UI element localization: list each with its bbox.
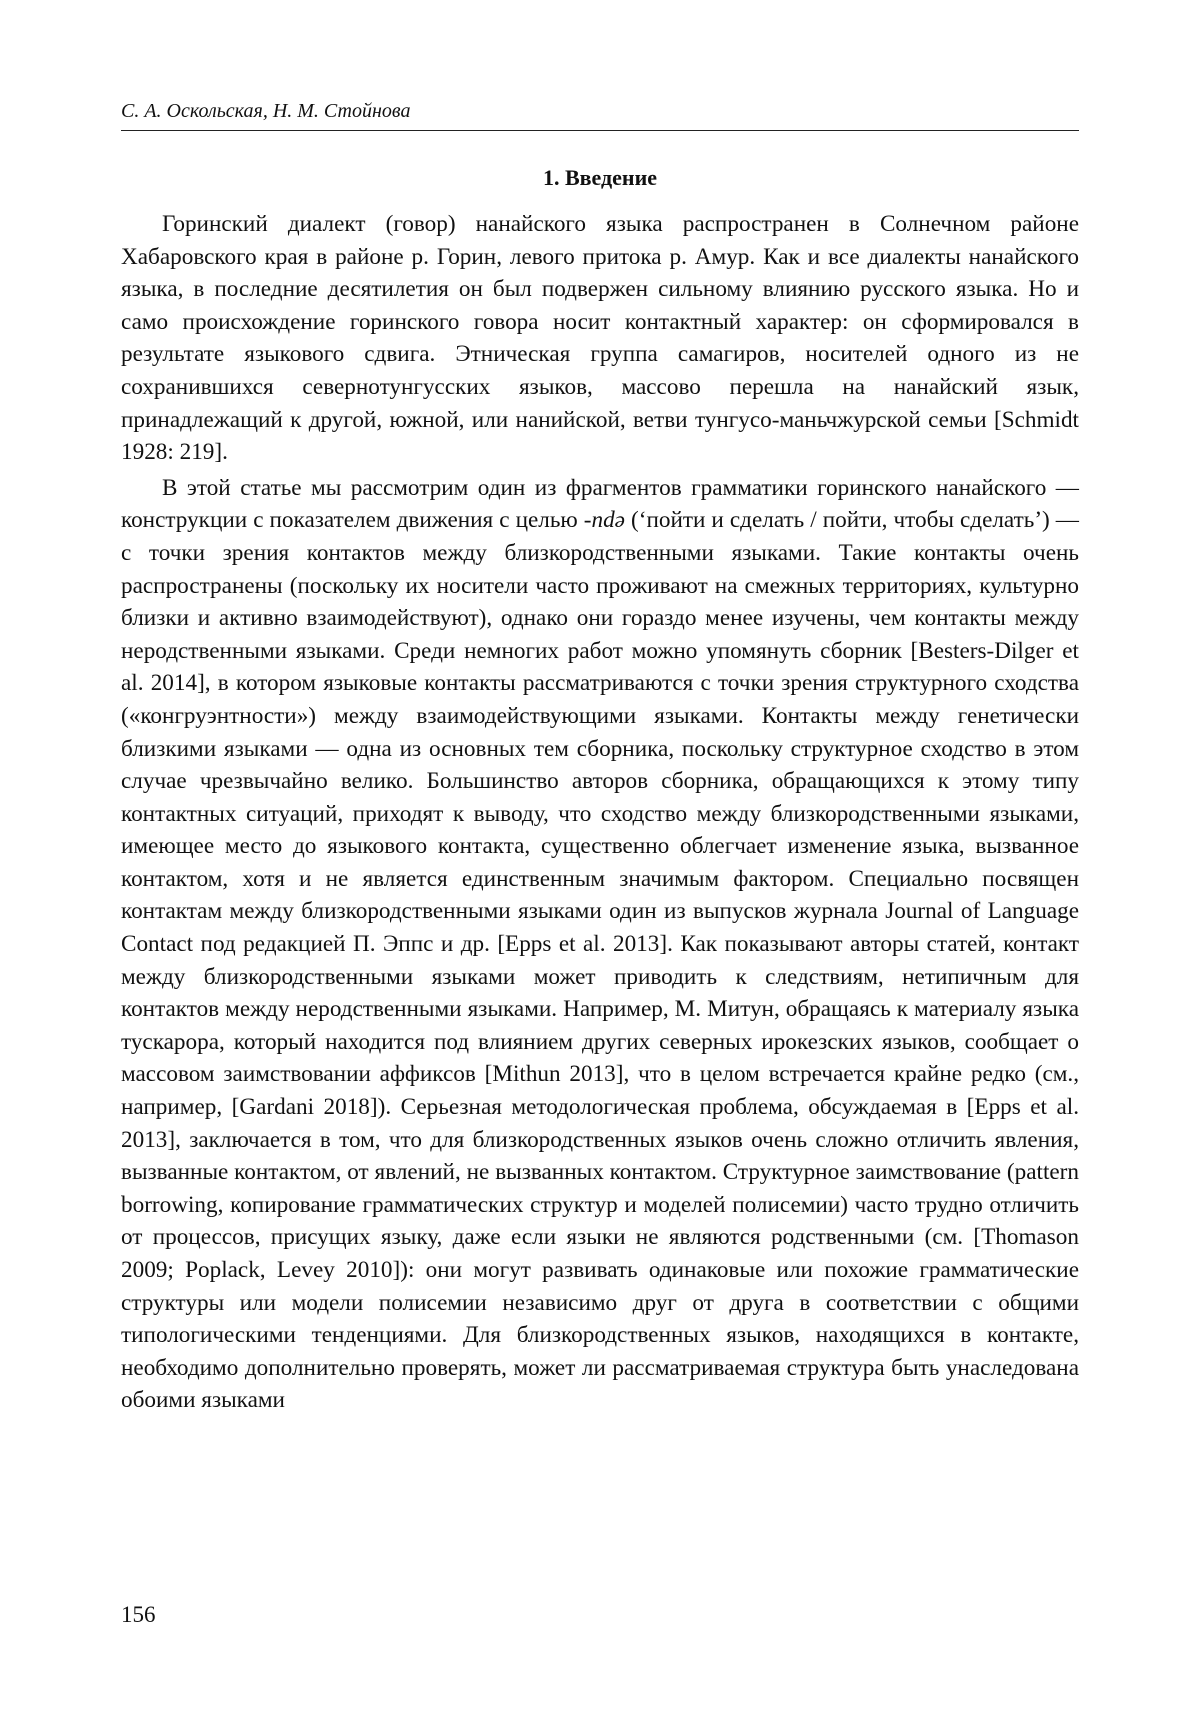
section-title: 1. Введение xyxy=(542,165,658,190)
paragraph-1: Горинский диалект (говор) нанайского языка распространен в Солнечном районе Хабаровского края в районе р. Горин, левого притока р. Амур. Как и все диалекты нанайского языка, в последние десятилетия он был подвержен сильному влиянию русского языка. Но и само происхождение горинского говора носит контактный характер: он сформировался в результате языкового сдвига. Этническая группа самагиров, носителей одного из не сохранившихся севернотунгусских языков, массово перешла на нанайский язык, принадлежащий к другой, южной, или нанийской, ветви тунгусо-маньчжурской семьи [Schmidt 1928: 219]. xyxy=(121,211,1079,466)
paragraph-2 xyxy=(121,472,1079,1417)
running-head: С. А. Оскольская, Н. М. Стойнова xyxy=(121,98,1079,131)
page-number: 156 xyxy=(121,1602,156,1627)
paragraph-2-text-after: (‘пойти и сделать / пойти, чтобы сделать’) — с точки зрения контактов между близкородственными языками. Такие контакты очень распространены (поскольку их носители часто проживают на смежных территориях, культурно близки и активно взаимодействуют), однако они гораздо менее изучены, чем контакты между неродственными языками. Среди немногих работ можно упомянуть сборник [Besters-Dilger et al. 2014], в котором языковые контакты рассматриваются с точки зрения структурного сходства («конгруэнтности») между взаимодействующими языками. Контакты между генетически близкими языками — одна из основных тем сборника, поскольку структурное сходство в этом случае чрезвычайно велико. Большинство авторов сборника, обращающихся к этому типу контактных ситуаций, приходят к выводу, что сходство между близкородственными языками, имеющее место до языкового контакта, существенно облегчает изменение языка, вызванное контактом, хотя и не является единственным значимым фактором. Специально посвящен контактам между близкородственными языками один из выпусков журнала Journal of Language Contact под редакцией П. Эппс и др. [Epps et al. 2013]. Как показывают авторы статей, контакт между близкородственными языками может приводить к следствиям, нетипичным для контактов между неродственными языками. Например, М. Митун, обращаясь к материалу языка тускарора, который находится под влиянием других северных ирокезских языков, сообщает о массовом заимствовании аффиксов [Mithun 2013], что в целом встречается крайне редко (см., например, [Gardani 2018]). Серьезная методологическая проблема, обсуждаемая в [Epps et al. 2013], заключается в том, что для близкородственных языков очень сложно отличить явления, вызванные контактом, от явлений, не вызванных контактом. Структурное заимствование (pattern borrowing, копирование грамматических структур и моделей полисемии) часто трудно отличить от процессов, присущих языку, даже если языки не являются родственными (см. [Thomason 2009; Poplack, Levey 2010]): они могут развивать одинаковые или похожие грамматические структуры или модели полисемии независимо друг от друга в соответствии с общими типологическими тенденциями. Для близкородственных языков, находящихся в контакте, необходимо дополнительно проверять, может ли рассматриваемая структура быть унаследована обоими языками xyxy=(121,507,1079,1414)
morpheme-italic: -ndə xyxy=(583,507,625,534)
paragraph-2-text-before: В этой статье мы рассмотрим один из фрагментов грамматики горинского нанайского — конструкции с показателем движения с целью xyxy=(121,474,1079,534)
body-text xyxy=(121,208,1079,1417)
